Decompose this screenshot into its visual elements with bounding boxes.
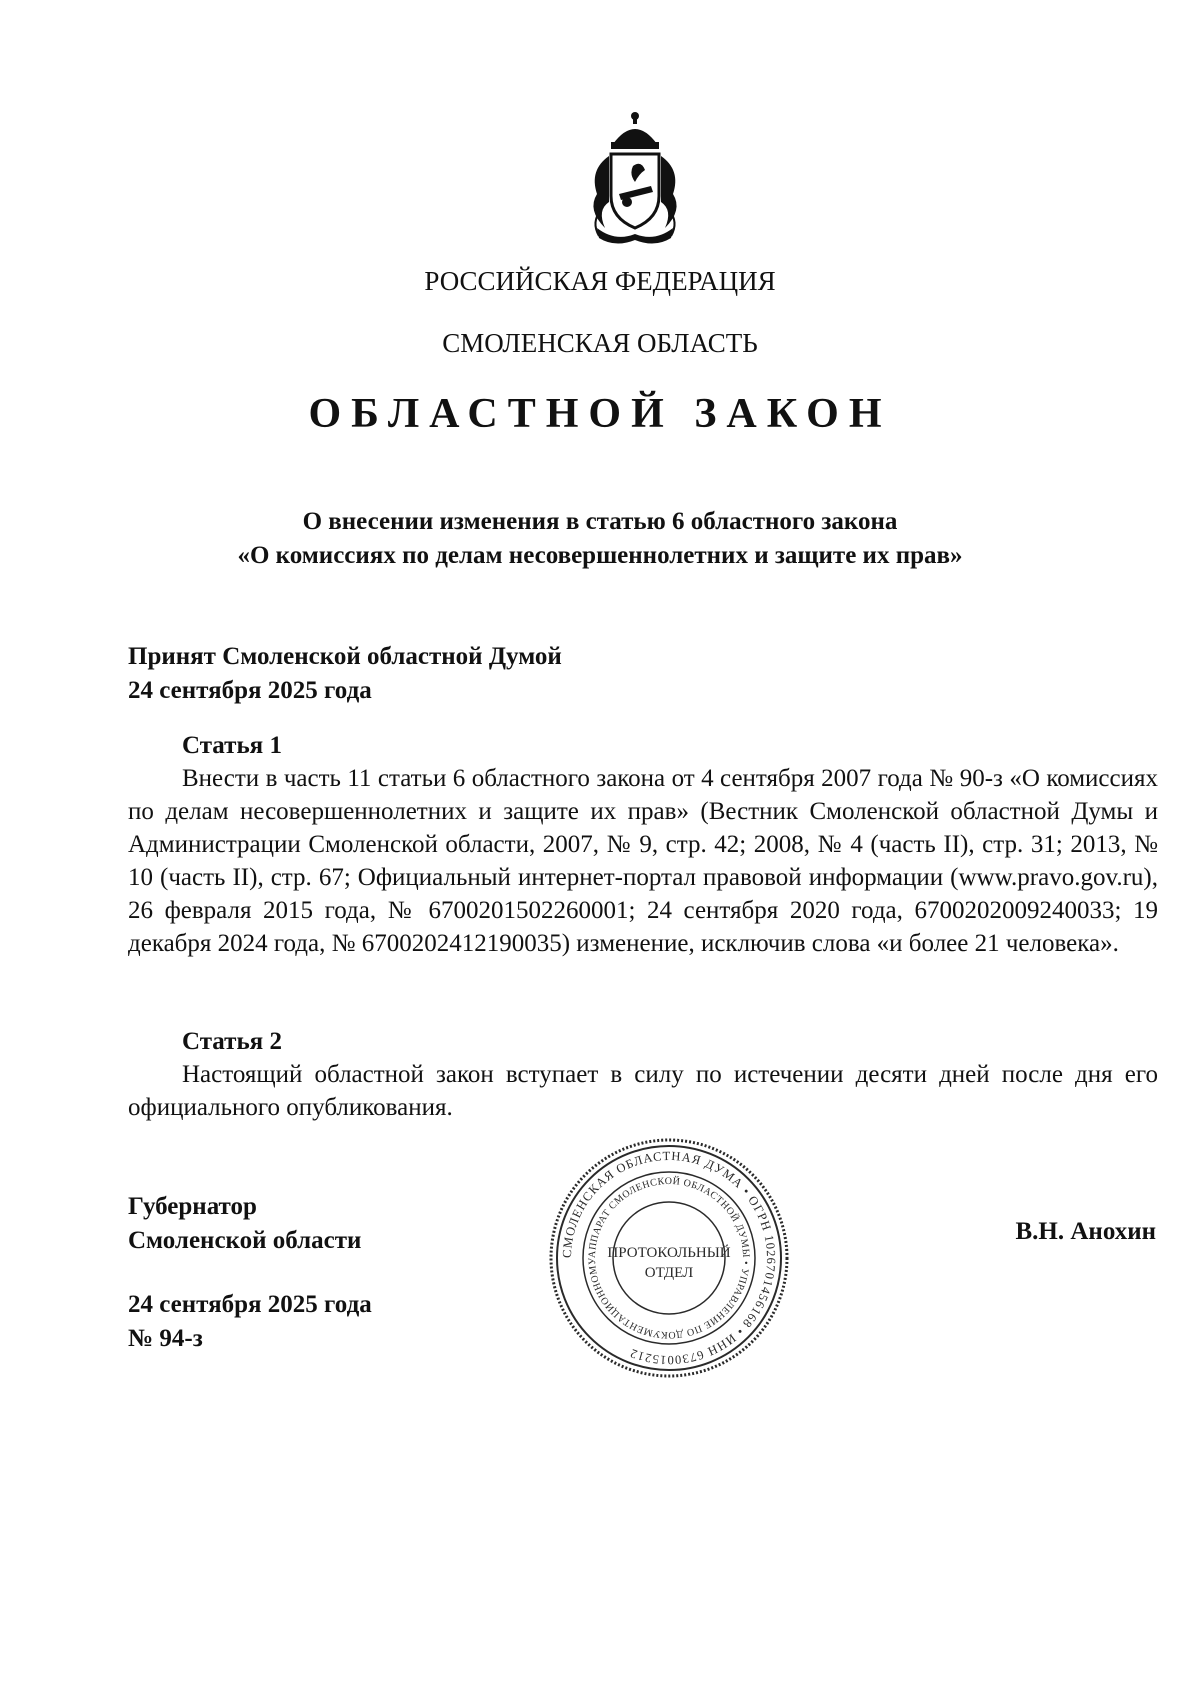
article-1-body: Внести в часть 11 статьи 6 областного закона от 4 сентября 2007 года № 90-з «О комиссиях по делам несовершеннолетних и защите их прав» (Вестник Смоленской областной Думы и Администрации Смоленской области, 2007, № 9, стр. 42; 2008, № 4 (часть II), стр. 31; 2013, № 10 (часть II), стр. 67; Официальный интернет-портал правовой информации (www.pravo.gov.ru), 26 февраля 2015 года, № 6700201502260001; 24 сентября 2020 года, 6700202009240033; 19 декабря 2024 года, № 6700202412190035) изменение, исключив слова «и более 21 человека». — [128, 765, 1158, 957]
stamp-seal-icon — [548, 1137, 790, 1379]
article-1-heading: Статья 1 — [182, 732, 282, 759]
coat-of-arms-emblem — [575, 110, 695, 250]
smolensk-coat-of-arms-icon — [575, 110, 695, 250]
accepted-by: Принят Смоленской областной Думой — [128, 643, 562, 670]
signatory-title — [128, 1190, 361, 1258]
law-subject-line-2: «О комиссиях по делам несовершеннолетних и защите их прав» — [237, 542, 963, 569]
article-2-body: Настоящий областной закон вступает в силу по истечении десяти дней после дня его официального опубликования. — [128, 1061, 1158, 1121]
signatory-position: Губернатор — [128, 1193, 257, 1220]
official-stamp — [548, 1137, 790, 1379]
stamp-center-line-1: ПРОТОКОЛЬНЫЙ — [607, 1245, 731, 1261]
signatory-name: В.Н. Анохин — [1015, 1218, 1156, 1245]
law-date: 24 сентября 2025 года — [128, 1291, 372, 1318]
law-number: № 94-з — [128, 1325, 203, 1352]
accepted-date: 24 сентября 2025 года — [128, 677, 372, 704]
accepted-block — [128, 640, 562, 708]
article-2-text — [128, 1058, 1158, 1124]
region-heading: СМОЛЕНСКАЯ ОБЛАСТЬ — [442, 328, 758, 358]
signatory-region: Смоленской области — [128, 1227, 362, 1254]
article-2-heading: Статья 2 — [182, 1028, 282, 1055]
law-date-number — [128, 1288, 372, 1356]
article-1-text — [128, 762, 1158, 960]
stamp-inner-text: АППАРАТ СМОЛЕНСКОЙ ОБЛАСТНОЙ ДУМЫ • УПРАВЛЕНИЕ ПО ДОКУМЕНТАЦИОННОМУ — [586, 1175, 752, 1341]
stamp-center-line-2: ОТДЕЛ — [644, 1265, 694, 1281]
law-subject — [0, 505, 1200, 573]
law-title: ОБЛАСТНОЙ ЗАКОН — [308, 391, 892, 437]
law-subject-line-1: О внесении изменения в статью 6 областного закона — [302, 508, 898, 535]
stamp-outer-text: СМОЛЕНСКАЯ ОБЛАСТНАЯ ДУМА • ОГРН 1026701456168 • ИНН 6730015212 — [559, 1148, 779, 1368]
country-heading: РОССИЙСКАЯ ФЕДЕРАЦИЯ — [424, 266, 776, 296]
